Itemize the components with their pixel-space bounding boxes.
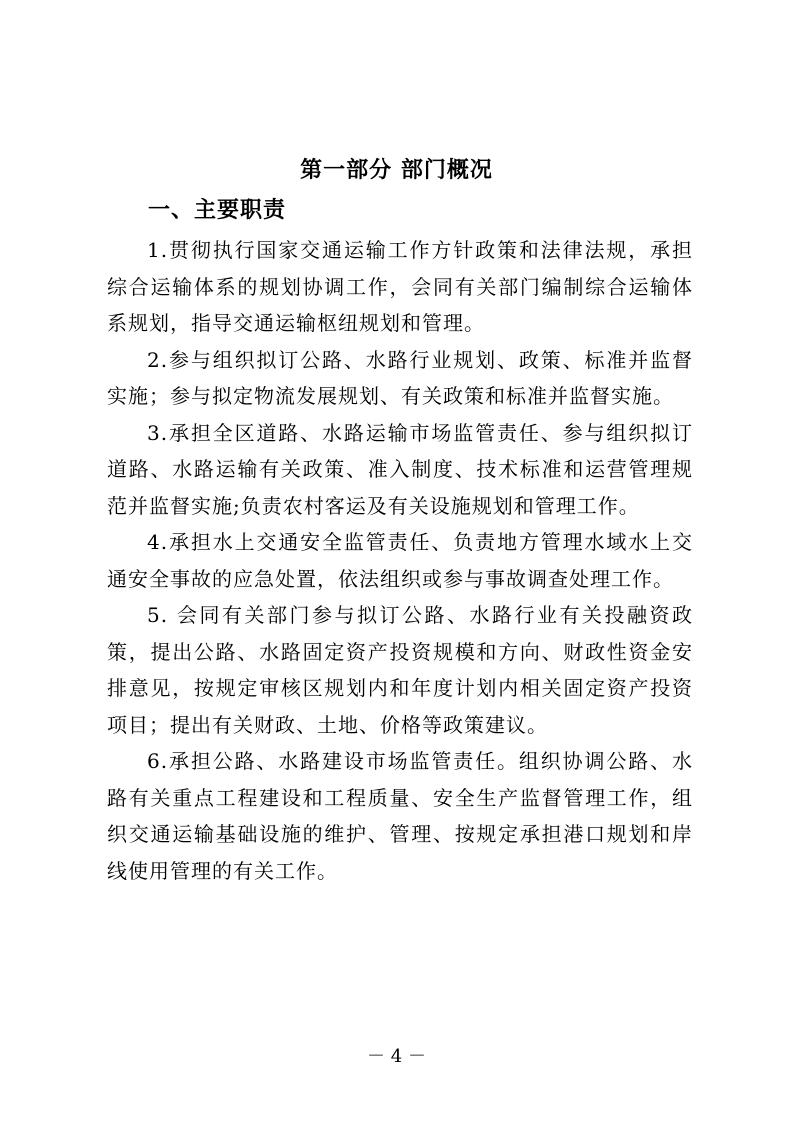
page-title: 第一部分 部门概况 bbox=[300, 158, 493, 183]
paragraph-duty-2: 2.参与组织拟订公路、水路行业规划、政策、标准并监督实施；参与拟定物流发展规划、有关政策和标准并监督实施。 bbox=[107, 347, 693, 408]
paragraph-duty-3: 3.承担全区道路、水路运输市场监管责任、参与组织拟订道路、水路运输有关政策、准入制度、技术标准和运营管理规范并监督实施;负责农村客运及有关设施规划和管理工作。 bbox=[107, 420, 693, 518]
section-heading: 一、主要职责 bbox=[148, 198, 287, 223]
document-body bbox=[107, 232, 693, 889]
page-number: － 4 － bbox=[367, 1046, 426, 1067]
paragraph-duty-5: 5. 会同有关部门参与拟订公路、水路行业有关投融资政策，提出公路、水路固定资产投资规模和方向、财政性资金安排意见，按规定审核区规划内和年度计划内相关固定资产投资项目；提出有关财政、土地、价格等政策建议。 bbox=[107, 603, 693, 737]
paragraph-duty-4: 4.承担水上交通安全监管责任、负责地方管理水域水上交通安全事故的应急处置，依法组织或参与事故调查处理工作。 bbox=[107, 530, 693, 591]
paragraph-duty-6: 6.承担公路、水路建设市场监管责任。组织协调公路、水路有关重点工程建设和工程质量、安全生产监督管理工作，组织交通运输基础设施的维护、管理、按规定承担港口规划和岸线使用管理的有关工作。 bbox=[107, 749, 693, 883]
paragraph-duty-1: 1.贯彻执行国家交通运输工作方针政策和法律法规，承担综合运输体系的规划协调工作，会同有关部门编制综合运输体系规划，指导交通运输枢纽规划和管理。 bbox=[107, 238, 693, 335]
